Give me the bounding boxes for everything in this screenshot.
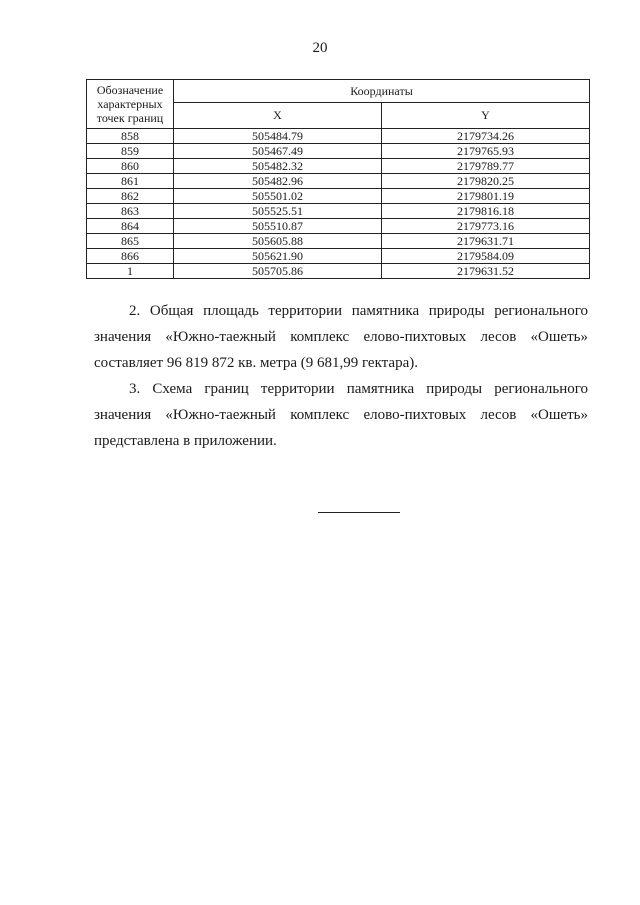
table-row — [87, 129, 590, 144]
cell-y: 2179801.19 — [382, 189, 590, 204]
cell-y: 2179765.93 — [382, 144, 590, 159]
table-row — [87, 249, 590, 264]
cell-x: 505605.88 — [174, 234, 382, 249]
table-body — [87, 129, 590, 279]
table-row — [87, 144, 590, 159]
cell-x: 505467.49 — [174, 144, 382, 159]
cell-point: 865 — [87, 234, 174, 249]
closing-divider-line — [318, 512, 400, 513]
cell-x: 505482.32 — [174, 159, 382, 174]
table-row — [87, 204, 590, 219]
table-row — [87, 159, 590, 174]
cell-x: 505525.51 — [174, 204, 382, 219]
cell-y: 2179773.16 — [382, 219, 590, 234]
header-point-designation: Обозначение характерных точек границ — [87, 80, 174, 129]
cell-y: 2179789.77 — [382, 159, 590, 174]
cell-y: 2179816.18 — [382, 204, 590, 219]
cell-point: 864 — [87, 219, 174, 234]
header-y: Y — [382, 103, 590, 129]
cell-y: 2179820.25 — [382, 174, 590, 189]
table-row — [87, 174, 590, 189]
cell-x: 505501.02 — [174, 189, 382, 204]
cell-point: 1 — [87, 264, 174, 279]
cell-point: 858 — [87, 129, 174, 144]
cell-x: 505510.87 — [174, 219, 382, 234]
cell-point: 859 — [87, 144, 174, 159]
table-row — [87, 234, 590, 249]
cell-y: 2179631.52 — [382, 264, 590, 279]
table-row — [87, 189, 590, 204]
paragraph-total-area — [94, 298, 588, 376]
cell-point: 866 — [87, 249, 174, 264]
cell-x: 505705.86 — [174, 264, 382, 279]
cell-x: 505621.90 — [174, 249, 382, 264]
table-row — [87, 264, 590, 279]
cell-x: 505482.96 — [174, 174, 382, 189]
cell-y: 2179584.09 — [382, 249, 590, 264]
cell-point: 861 — [87, 174, 174, 189]
coordinates-table — [86, 79, 590, 279]
page-number: 20 — [312, 40, 328, 56]
cell-y: 2179631.71 — [382, 234, 590, 249]
cell-y: 2179734.26 — [382, 129, 590, 144]
cell-point: 862 — [87, 189, 174, 204]
header-x: X — [174, 103, 382, 129]
paragraph-total-area-text: 2. Общая площадь территории памятника природы регионального значения «Южно-таежный комплекс елово-пихтовых лесов «Ошеть» составляет 96 819 872 кв. метра (9 681,99 гектара). — [94, 303, 588, 371]
table-row — [87, 219, 590, 234]
cell-x: 505484.79 — [174, 129, 382, 144]
header-coordinates: Координаты — [174, 80, 590, 103]
paragraph-boundary-scheme-text: 3. Схема границ территории памятника природы регионального значения «Южно-таежный комплекс елово-пихтовых лесов «Ошеть» представлена в приложении. — [94, 381, 588, 449]
paragraph-boundary-scheme — [94, 376, 588, 454]
cell-point: 860 — [87, 159, 174, 174]
cell-point: 863 — [87, 204, 174, 219]
